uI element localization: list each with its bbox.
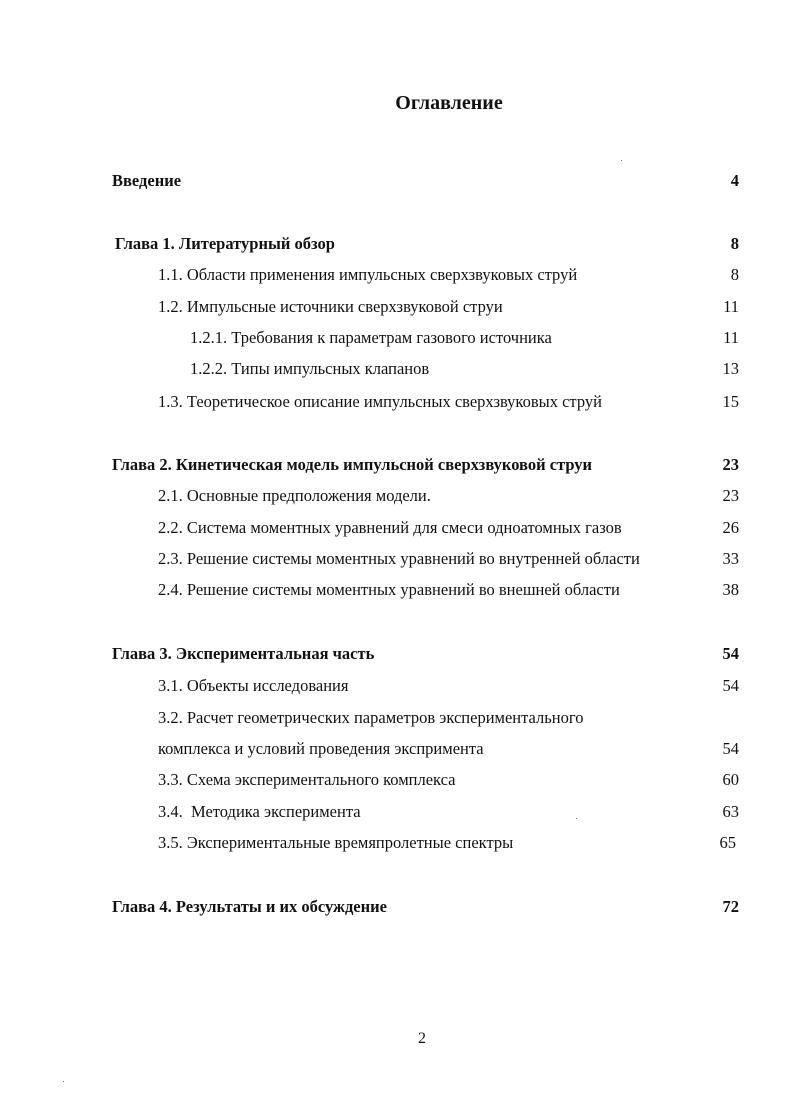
toc-entry-section-3-4: [0, 799, 794, 825]
toc-entry-label: Глава 3. Экспериментальная часть: [112, 644, 375, 663]
toc-entry-page: 26: [722, 518, 739, 537]
toc-entry-page: 4: [730, 171, 739, 190]
toc-entry-page: 23: [722, 486, 739, 505]
toc-entry-label: 3.1. Объекты исследования: [158, 676, 349, 695]
toc-entry-section-3-5: [0, 830, 794, 856]
toc-entry-chapter-3: [0, 641, 794, 667]
toc-entry-section-3-2-cont: [0, 736, 794, 762]
toc-entry-section-2-3: [0, 546, 794, 572]
toc-entry-section-1-2-2: [0, 356, 794, 382]
toc-entry-page: 11: [723, 297, 739, 316]
toc-entry-section-3-3: [0, 767, 794, 793]
toc-entry-section-1-1: [0, 262, 794, 288]
toc-entry-label: Глава 4. Результаты и их обсуждение: [112, 897, 387, 916]
toc-entry-page: 54: [722, 644, 739, 663]
toc-entry-label: Глава 2. Кинетическая модель импульсной сверхзвуковой струи: [112, 455, 593, 474]
toc-entry-label: 2.3. Решение системы моментных уравнений во внутренней области: [158, 549, 640, 568]
toc-entry-chapter-4: [0, 894, 794, 920]
toc-entry-section-3-1: [0, 673, 794, 699]
toc-entry-label: 3.5. Экспериментальные времяпролетные спектры: [158, 833, 514, 852]
toc-entry-page: 8: [730, 234, 739, 253]
toc-entry-page: 65: [719, 833, 736, 852]
toc-entry-page: 54: [722, 676, 739, 695]
toc-entry-section-1-2: [0, 294, 794, 320]
scan-speck: [63, 1081, 64, 1082]
toc-entry-section-2-2: [0, 515, 794, 541]
toc-entry-page: 54: [722, 739, 739, 758]
toc-entry-page: 33: [722, 549, 739, 568]
toc-entry-label: 1.2.1. Требования к параметрам газового источника: [190, 328, 552, 347]
toc-entry-page: 60: [722, 770, 739, 789]
toc-entry-page: 72: [722, 897, 739, 916]
toc-entry-chapter-2: [0, 452, 794, 478]
toc-entry-page: 8: [730, 265, 739, 284]
page-title: Оглавление: [395, 92, 503, 114]
toc-entry-intro: [0, 168, 794, 194]
toc-entry-label: 1.2.2. Типы импульсных клапанов: [190, 359, 430, 378]
toc-entry-label: 1.2. Импульсные источники сверхзвуковой струи: [158, 297, 503, 316]
toc-entry-page: 13: [722, 359, 739, 378]
toc-entry-section-3-2: [0, 705, 794, 731]
toc-entry-section-2-4: [0, 577, 794, 603]
page-number: 2: [418, 1030, 426, 1047]
toc-entry-page: 38: [722, 580, 739, 599]
toc-entry-label: Введение: [112, 171, 182, 190]
toc-entry-section-1-3: [0, 389, 794, 415]
toc-entry-section-2-1: [0, 483, 794, 509]
toc-entry-page: 23: [722, 455, 739, 474]
toc-entry-label: 3.3. Схема экспериментального комплекса: [158, 770, 456, 789]
toc-entry-section-1-2-1: [0, 325, 794, 351]
toc-entry-label: комплекса и условий проведения экспримента: [158, 739, 484, 758]
toc-entry-label: 2.1. Основные предположения модели.: [158, 486, 431, 505]
toc-entry-page: 15: [722, 392, 739, 411]
toc-entry-label: 2.2. Система моментных уравнений для смеси одноатомных газов: [158, 518, 622, 537]
toc-entry-label: 3.2. Расчет геометрических параметров экспериментального: [158, 708, 584, 727]
scan-speck: [576, 818, 577, 819]
toc-entry-page: 11: [723, 328, 739, 347]
toc-entry-label: 3.4. Методика эксперимента: [158, 802, 361, 821]
toc-entry-label: 1.1. Области применения импульсных сверхзвуковых струй: [158, 265, 578, 284]
toc-entry-chapter-1: [0, 231, 794, 257]
toc-entry-page: 63: [722, 802, 739, 821]
toc-entry-label: 1.3. Теоретическое описание импульсных сверхзвуковых струй: [158, 392, 602, 411]
scan-speck: [621, 160, 622, 161]
toc-entry-label: Глава 1. Литературный обзор: [115, 234, 335, 253]
toc-entry-label: 2.4. Решение системы моментных уравнений во внешней области: [158, 580, 620, 599]
